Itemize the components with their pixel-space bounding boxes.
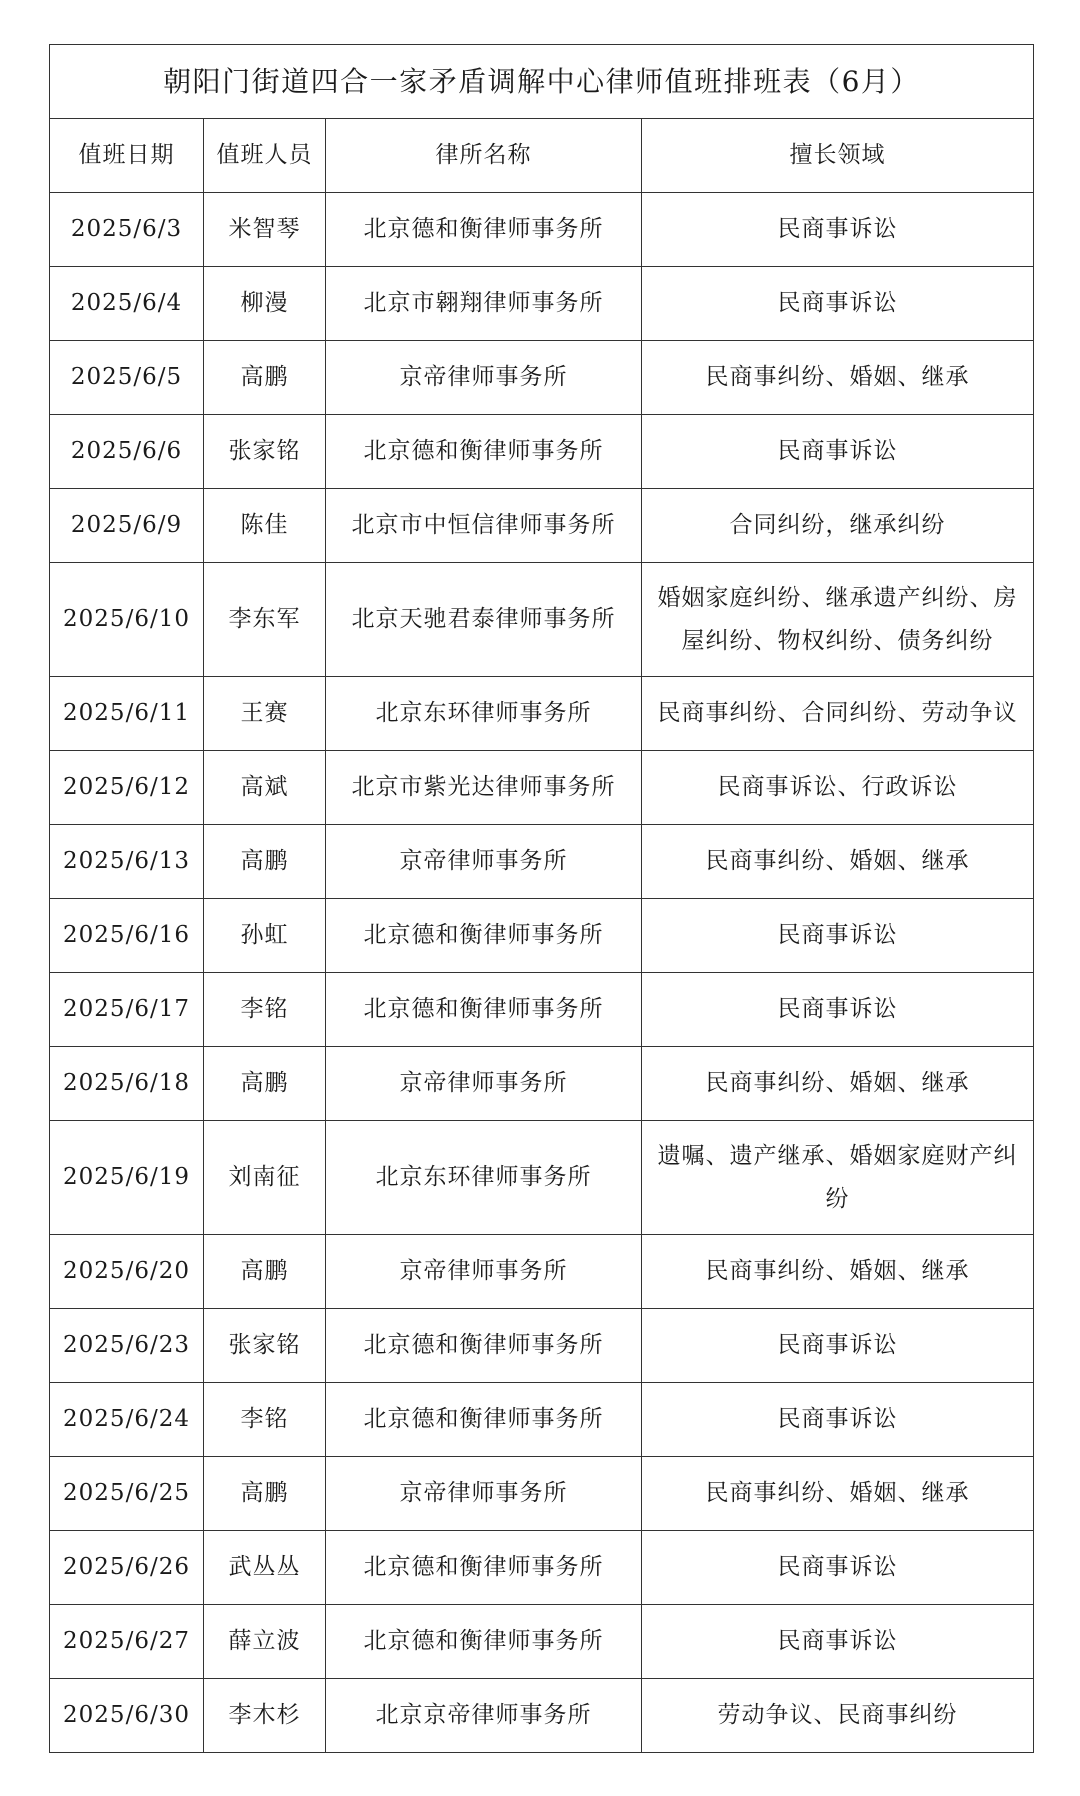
- date-cell: 2025/6/20: [50, 1235, 204, 1309]
- person-cell: 柳漫: [204, 267, 326, 341]
- date-cell: 2025/6/6: [50, 415, 204, 489]
- date-cell: 2025/6/19: [50, 1121, 204, 1235]
- specialty-cell: 民商事诉讼: [642, 1383, 1034, 1457]
- firm-cell: 北京德和衡律师事务所: [326, 899, 642, 973]
- firm-cell: 北京东环律师事务所: [326, 677, 642, 751]
- table-row: [50, 1047, 1034, 1121]
- person-cell: 高斌: [204, 751, 326, 825]
- table-row: [50, 1121, 1034, 1235]
- firm-cell: 北京东环律师事务所: [326, 1121, 642, 1235]
- table-row: [50, 267, 1034, 341]
- firm-cell: 北京天驰君泰律师事务所: [326, 563, 642, 677]
- title-row: [50, 45, 1034, 119]
- table-row: [50, 973, 1034, 1047]
- firm-cell: 京帝律师事务所: [326, 1457, 642, 1531]
- specialty-cell: 劳动争议、民商事纠纷: [642, 1679, 1034, 1753]
- table-row: [50, 193, 1034, 267]
- specialty-cell: 民商事纠纷、婚姻、继承: [642, 825, 1034, 899]
- date-cell: 2025/6/27: [50, 1605, 204, 1679]
- specialty-cell: 民商事诉讼: [642, 899, 1034, 973]
- specialty-cell: 民商事诉讼: [642, 1531, 1034, 1605]
- table-row: [50, 1605, 1034, 1679]
- person-cell: 张家铭: [204, 1309, 326, 1383]
- date-cell: 2025/6/4: [50, 267, 204, 341]
- date-cell: 2025/6/13: [50, 825, 204, 899]
- firm-cell: 北京市紫光达律师事务所: [326, 751, 642, 825]
- firm-cell: 北京德和衡律师事务所: [326, 1309, 642, 1383]
- person-cell: 米智琴: [204, 193, 326, 267]
- table-row: [50, 1679, 1034, 1753]
- table-row: [50, 825, 1034, 899]
- specialty-cell: 民商事纠纷、婚姻、继承: [642, 1235, 1034, 1309]
- specialty-cell: 婚姻家庭纠纷、继承遗产纠纷、房屋纠纷、物权纠纷、债务纠纷: [642, 563, 1034, 677]
- person-cell: 张家铭: [204, 415, 326, 489]
- person-cell: 武丛丛: [204, 1531, 326, 1605]
- date-cell: 2025/6/26: [50, 1531, 204, 1605]
- person-cell: 高鹏: [204, 1235, 326, 1309]
- firm-cell: 京帝律师事务所: [326, 825, 642, 899]
- firm-cell: 北京市中恒信律师事务所: [326, 489, 642, 563]
- duty-schedule-table: [49, 44, 1034, 1753]
- table-row: [50, 563, 1034, 677]
- date-cell: 2025/6/18: [50, 1047, 204, 1121]
- specialty-cell: 遗嘱、遗产继承、婚姻家庭财产纠纷: [642, 1121, 1034, 1235]
- column-header-date: 值班日期: [50, 119, 204, 193]
- firm-cell: 北京德和衡律师事务所: [326, 1531, 642, 1605]
- date-cell: 2025/6/25: [50, 1457, 204, 1531]
- table-row: [50, 1531, 1034, 1605]
- firm-cell: 北京德和衡律师事务所: [326, 1383, 642, 1457]
- date-cell: 2025/6/5: [50, 341, 204, 415]
- header-row: [50, 119, 1034, 193]
- date-cell: 2025/6/11: [50, 677, 204, 751]
- date-cell: 2025/6/10: [50, 563, 204, 677]
- date-cell: 2025/6/12: [50, 751, 204, 825]
- table-row: [50, 677, 1034, 751]
- specialty-cell: 民商事诉讼: [642, 1605, 1034, 1679]
- firm-cell: 北京德和衡律师事务所: [326, 973, 642, 1047]
- specialty-cell: 民商事诉讼: [642, 415, 1034, 489]
- date-cell: 2025/6/24: [50, 1383, 204, 1457]
- date-cell: 2025/6/17: [50, 973, 204, 1047]
- table-row: [50, 341, 1034, 415]
- table-row: [50, 1309, 1034, 1383]
- firm-cell: 北京德和衡律师事务所: [326, 415, 642, 489]
- specialty-cell: 民商事纠纷、合同纠纷、劳动争议: [642, 677, 1034, 751]
- person-cell: 李东军: [204, 563, 326, 677]
- specialty-cell: 民商事诉讼: [642, 267, 1034, 341]
- specialty-cell: 民商事诉讼: [642, 973, 1034, 1047]
- specialty-cell: 民商事纠纷、婚姻、继承: [642, 341, 1034, 415]
- person-cell: 李铭: [204, 1383, 326, 1457]
- firm-cell: 京帝律师事务所: [326, 341, 642, 415]
- date-cell: 2025/6/16: [50, 899, 204, 973]
- person-cell: 李木杉: [204, 1679, 326, 1753]
- person-cell: 高鹏: [204, 1457, 326, 1531]
- person-cell: 高鹏: [204, 825, 326, 899]
- specialty-cell: 民商事诉讼: [642, 193, 1034, 267]
- firm-cell: 京帝律师事务所: [326, 1047, 642, 1121]
- column-header-person: 值班人员: [204, 119, 326, 193]
- person-cell: 李铭: [204, 973, 326, 1047]
- page-title: 朝阳门街道四合一家矛盾调解中心律师值班排班表（6月）: [50, 45, 1034, 119]
- table-row: [50, 899, 1034, 973]
- firm-cell: 北京市翱翔律师事务所: [326, 267, 642, 341]
- table-row: [50, 415, 1034, 489]
- specialty-cell: 民商事诉讼: [642, 1309, 1034, 1383]
- person-cell: 孙虹: [204, 899, 326, 973]
- date-cell: 2025/6/23: [50, 1309, 204, 1383]
- firm-cell: 北京德和衡律师事务所: [326, 193, 642, 267]
- specialty-cell: 民商事诉讼、行政诉讼: [642, 751, 1034, 825]
- firm-cell: 北京京帝律师事务所: [326, 1679, 642, 1753]
- column-header-firm: 律所名称: [326, 119, 642, 193]
- date-cell: 2025/6/9: [50, 489, 204, 563]
- specialty-cell: 民商事纠纷、婚姻、继承: [642, 1457, 1034, 1531]
- person-cell: 陈佳: [204, 489, 326, 563]
- person-cell: 高鹏: [204, 341, 326, 415]
- person-cell: 薛立波: [204, 1605, 326, 1679]
- person-cell: 刘南征: [204, 1121, 326, 1235]
- person-cell: 高鹏: [204, 1047, 326, 1121]
- table-row: [50, 489, 1034, 563]
- firm-cell: 北京德和衡律师事务所: [326, 1605, 642, 1679]
- table-row: [50, 751, 1034, 825]
- table-row: [50, 1457, 1034, 1531]
- firm-cell: 京帝律师事务所: [326, 1235, 642, 1309]
- column-header-specialty: 擅长领域: [642, 119, 1034, 193]
- table-row: [50, 1383, 1034, 1457]
- table-row: [50, 1235, 1034, 1309]
- person-cell: 王赛: [204, 677, 326, 751]
- specialty-cell: 民商事纠纷、婚姻、继承: [642, 1047, 1034, 1121]
- specialty-cell: 合同纠纷，继承纠纷: [642, 489, 1034, 563]
- date-cell: 2025/6/30: [50, 1679, 204, 1753]
- date-cell: 2025/6/3: [50, 193, 204, 267]
